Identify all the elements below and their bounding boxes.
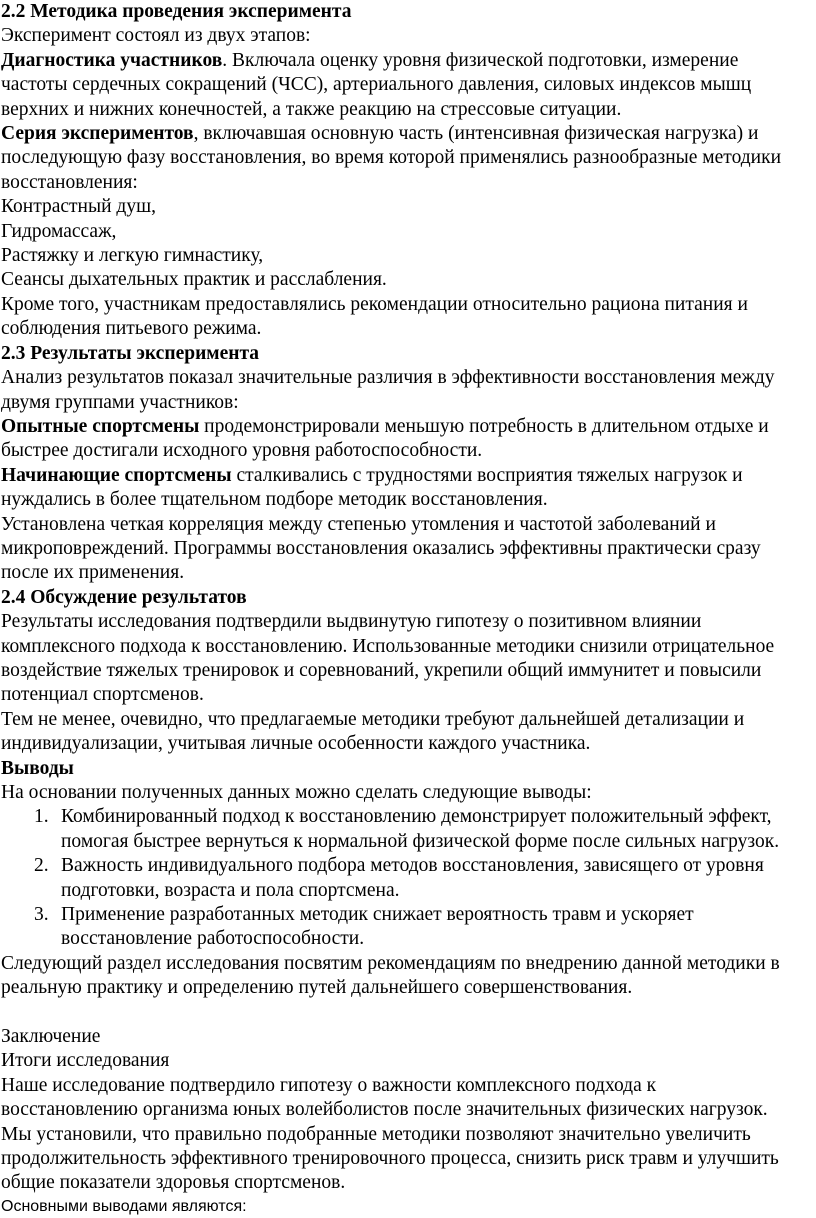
findings-item-line: восстановление работоспособности. [61,928,365,950]
experienced-text-line: продемонстрировали меньшую потребность в длительном отдыхе и [199,415,769,437]
findings-item-line: подготовки, возраста и пола спортсмена. [61,879,400,901]
next-section-text-line: Следующий раздел исследования посвятим рекомендациям по внедрению данной методики в [1,952,780,974]
section-2-3-heading: 2.3 Результаты эксперимента [1,342,260,364]
discussion-text-line: комплексного подхода к восстановлению. Использованные методики снизили отрицательное [1,635,775,657]
list-number: 1. [34,806,49,828]
series-paragraph [1,122,810,195]
section-2-2-heading: 2.2 Методика проведения эксперимента [1,1,352,22]
main-findings-lead: Основными выводами являются: [1,1197,247,1215]
beginner-athletes-term: Начинающие спортсмены [1,464,232,486]
findings-item-line: Комбинированный подход к восстановлению демонстрирует положительный эффект, [61,806,772,828]
diagnostics-text-line: верхних и нижних конечностей, а также реакцию на стрессовые ситуации. [1,98,622,120]
blank-line [1,1001,810,1025]
discussion-paragraph [1,708,810,757]
beginner-text-line: нуждались в более тщательном подборе методик восстановления. [1,489,548,511]
findings-intro: На основании полученных данных можно сделать следующие выводы: [1,782,592,803]
analysis-text-line: Анализ результатов показал значительные различия в эффективности восстановления между [1,367,775,389]
series-term: Серия экспериментов [1,123,194,145]
analysis-paragraph [1,366,810,415]
findings-list-item [1,903,810,952]
list-number: 3. [34,904,49,926]
nutrition-text-line: соблюдения питьевого режима. [1,318,262,340]
experiment-intro: Эксперимент состоял из двух этапов: [1,25,311,47]
recovery-method-item: Контрастный душ, [1,196,156,218]
correlation-text-line: Установлена четкая корреляция между степенью утомления и частотой заболеваний и [1,513,716,535]
analysis-text-line: двумя группами участников: [1,391,239,413]
nutrition-paragraph [1,293,810,342]
conclusion-paragraph [1,1074,810,1196]
recovery-method-item: Сеансы дыхательных практик и расслабления. [1,269,387,291]
discussion-text-line: Тем не менее, очевидно, что предлагаемые методики требуют дальнейшей детализации и [1,708,745,730]
series-text-line: восстановления: [1,171,138,193]
recovery-method-item: Растяжку и легкую гимнастику, [1,245,264,267]
conclusion-text-line: восстановлению организма юных волейболистов после значительных физических нагрузок. [1,1099,768,1121]
next-section-text-line: реальную практику и определению путей дальнейшего совершенствования. [1,977,633,999]
findings-list [1,805,810,951]
recovery-methods-list [1,195,810,293]
correlation-text-line: после их применения. [1,562,185,584]
discussion-text-line: потенциал спортсменов. [1,684,204,706]
nutrition-text-line: Кроме того, участникам предоставлялись рекомендации относительно рациона питания и [1,293,748,315]
conclusion-text-line: Мы установили, что правильно подобранные методики позволяют значительно увеличить [1,1123,751,1145]
beginner-text-line: сталкивались с трудностями восприятия тяжелых нагрузок и [231,464,743,486]
findings-heading: Выводы [1,757,74,779]
section-2-4-heading: 2.4 Обсуждение результатов [1,586,247,608]
discussion-paragraph [1,610,810,708]
discussion-text-line: воздействие тяжелых тренировок и соревнований, укрепили общий иммунитет и повысили [1,659,762,681]
correlation-text-line: микроповреждений. Программы восстановления оказались эффективны практически сразу [1,537,761,559]
series-text-line: , включавшая основную часть (интенсивная физическая нагрузка) и [193,123,759,145]
series-text-line: последующую фазу восстановления, во время которой применялись разнообразные методики [1,147,782,169]
experienced-athletes-term: Опытные спортсмены [1,415,200,437]
diagnostics-paragraph [1,49,810,122]
experienced-athletes-paragraph [1,415,810,464]
experienced-text-line: быстрее достигали исходного уровня работоспособности. [1,440,483,462]
findings-list-item [1,854,810,903]
conclusion-text-line: Наше исследование подтвердило гипотезу о важности комплексного подхода к [1,1074,657,1096]
beginner-athletes-paragraph [1,464,810,513]
findings-item-line: Применение разработанных методик снижает вероятность травм и ускоряет [61,904,694,926]
diagnostics-text-line: частоты сердечных сокращений (ЧСС), артериального давления, силовых индексов мышц [1,74,752,96]
recovery-method-item: Гидромассаж, [1,220,117,242]
conclusion-text-line: общие показатели здоровья спортсменов. [1,1172,346,1194]
findings-item-line: Важность индивидуального подбора методов восстановления, зависящего от уровня [61,855,764,877]
diagnostics-term: Диагностика участников [1,49,223,71]
diagnostics-text-line: . Включала оценку уровня физической подготовки, измерение [222,49,739,71]
discussion-text-line: Результаты исследования подтвердили выдвинутую гипотезу о позитивном влиянии [1,611,702,633]
next-section-paragraph [1,952,810,1001]
findings-item-line: помогая быстрее вернуться к нормальной физической форме после сильных нагрузок. [61,830,780,852]
list-number: 2. [34,855,49,877]
discussion-text-line: индивидуализации, учитывая личные особенности каждого участника. [1,733,591,755]
conclusion-subheading: Итоги исследования [1,1050,170,1072]
conclusion-heading: Заключение [1,1026,101,1048]
findings-list-item [1,805,810,854]
correlation-paragraph [1,513,810,586]
conclusion-text-line: продолжительность эффективного тренировочного процесса, снизить риск травм и улучшить [1,1148,779,1170]
